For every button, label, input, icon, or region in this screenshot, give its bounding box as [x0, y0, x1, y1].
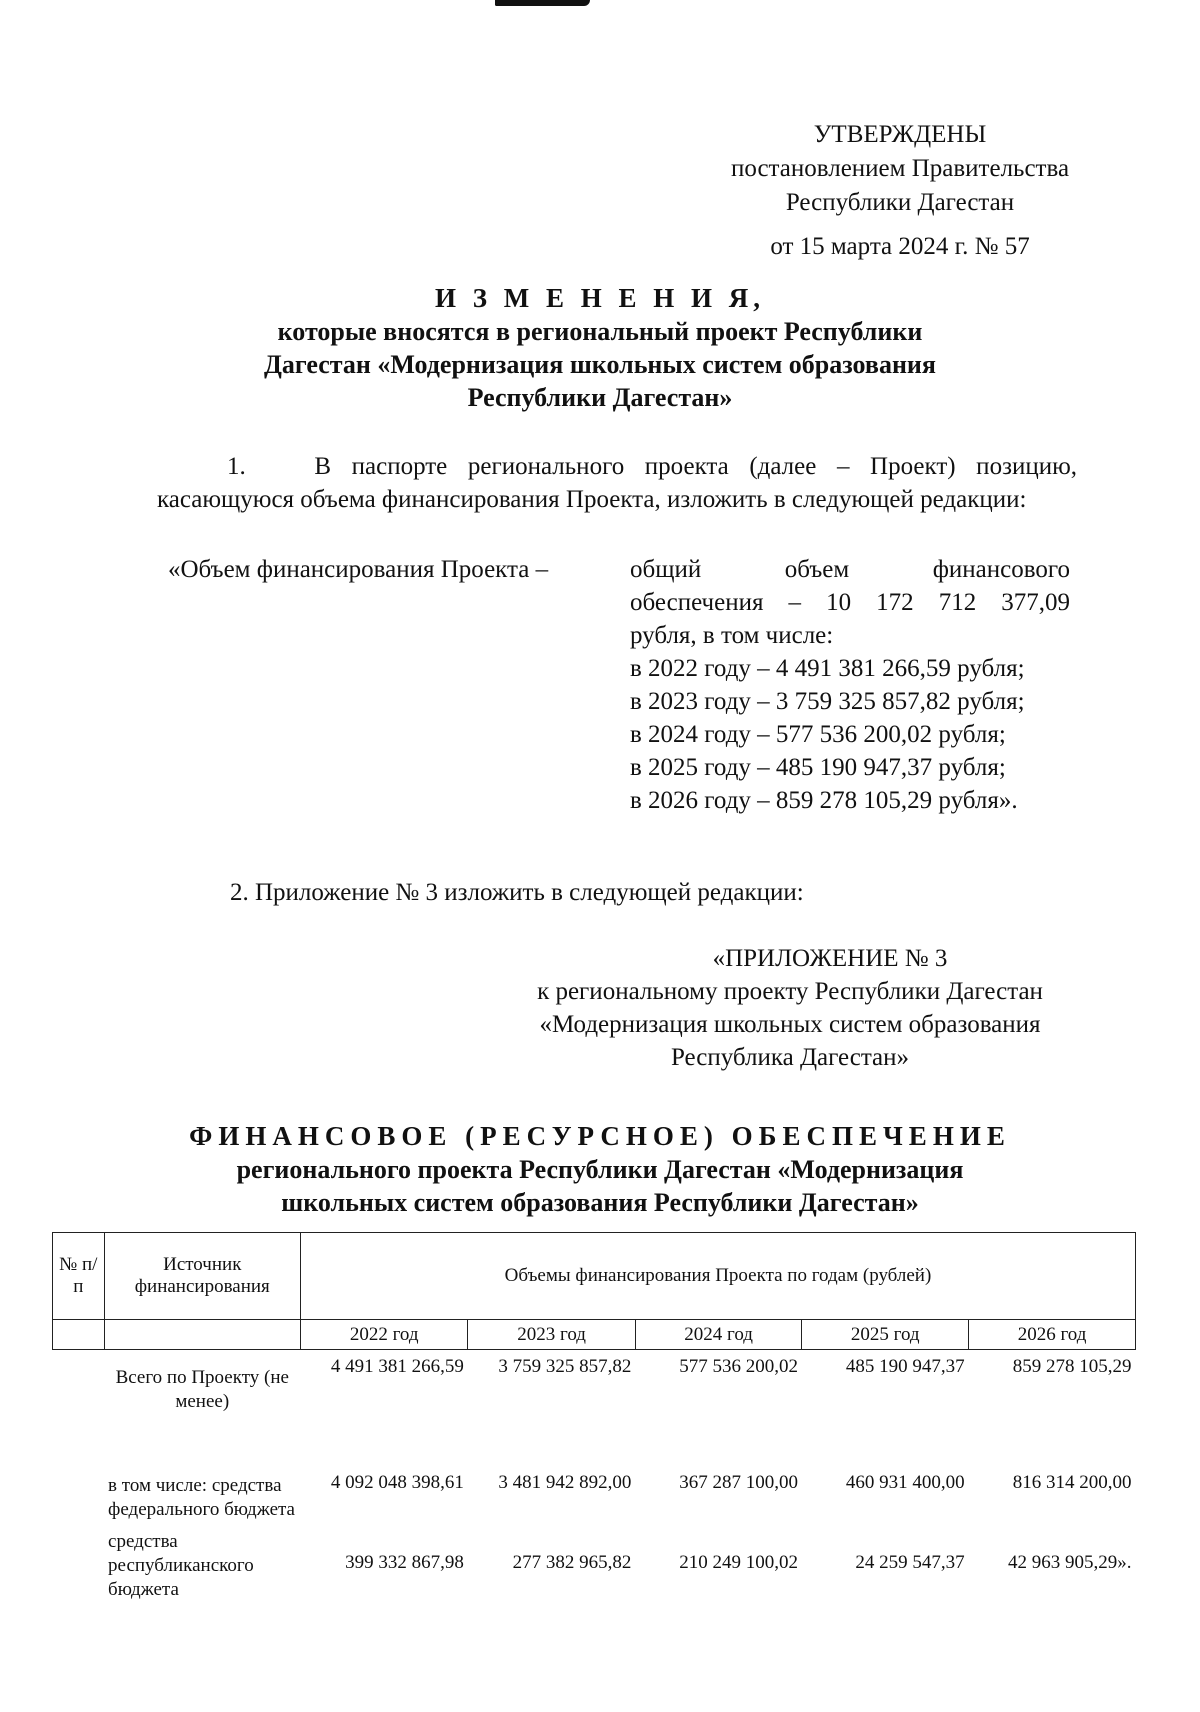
financing-year-2026: в 2026 году – 859 278 105,29 рубля».: [630, 787, 1018, 814]
row-value: 4 092 048 398,61: [330, 1471, 464, 1493]
year-2022: 2022 год: [300, 1320, 467, 1350]
appendix-line-3: «Модернизация школьных систем образования: [539, 1011, 1041, 1038]
title-line-1: которые вносятся в региональный проект Республики: [277, 317, 923, 346]
approval-stamp: [690, 118, 1110, 264]
financing-line-1: общий объем финансового: [630, 556, 1070, 583]
financing-title-main: ФИНАНСОВОЕ (РЕСУРСНОЕ) ОБЕСПЕЧЕНИЕ: [189, 1121, 1011, 1151]
row-num: [53, 1350, 105, 1414]
document-title: [150, 282, 1050, 414]
row-num: [53, 1522, 105, 1602]
table-row: [53, 1350, 1136, 1414]
financing-title: [100, 1120, 1100, 1219]
paragraph-1-text: В паспорте регионального проекта (далее – Проект) позицию, касающуюся объема финансирования Проекта, изложить в следующей редакции:: [157, 453, 1078, 513]
row-value: 4 491 381 266,59: [330, 1356, 464, 1377]
financing-text: [630, 553, 1070, 817]
row-value: 367 287 100,00: [679, 1471, 798, 1493]
row-value: 485 190 947,37: [845, 1356, 965, 1377]
appendix-line-4: Республика Дагестан»: [670, 1044, 910, 1071]
financing-title-line-1: регионального проекта Республики Дагестан «Модернизация: [236, 1155, 964, 1184]
row-value: 3 759 325 857,82: [498, 1356, 632, 1377]
title-line-3: Республики Дагестан»: [467, 383, 733, 412]
financing-line-2: обеспечения – 10 172 712 377,09: [630, 589, 1070, 616]
financing-year-2024: в 2024 году – 577 536 200,02 рубля;: [630, 721, 1006, 748]
table-years-row: [53, 1320, 1136, 1350]
row-value: 577 536 200,02: [679, 1356, 798, 1377]
approval-date: от 15 марта 2024 г. № 57: [770, 233, 1030, 260]
financing-label: «Объем финансирования Проекта –: [168, 556, 549, 583]
row-source: в том числе: средства федерального бюджета: [108, 1474, 295, 1520]
scan-artifact: [495, 0, 590, 6]
paragraph-1: [157, 450, 1077, 516]
paragraph-1-number: 1.: [227, 453, 246, 480]
paragraph-2: 2. Приложение № 3 изложить в следующей редакции:: [230, 879, 804, 906]
row-value: 399 332 867,98: [345, 1551, 464, 1573]
row-source: Всего по Проекту (не менее): [115, 1366, 289, 1412]
row-value: 816 314 200,00: [1012, 1471, 1132, 1493]
table-row: [53, 1414, 1136, 1522]
approval-line-3: Республики Дагестан: [785, 189, 1015, 216]
financing-year-2025: в 2025 году – 485 190 947,37 рубля;: [630, 754, 1006, 781]
financing-line-3: рубля, в том числе:: [630, 622, 834, 649]
year-2026: 2026 год: [969, 1320, 1136, 1350]
row-value: 210 249 100,02: [679, 1551, 798, 1573]
appendix-line-2: к региональному проекту Республики Дагестан: [537, 978, 1043, 1005]
row-num: [53, 1414, 105, 1522]
appendix-header: [490, 942, 1090, 1074]
table-row: [53, 1522, 1136, 1602]
row-value: 3 481 942 892,00: [498, 1471, 632, 1493]
financing-year-2022: в 2022 году – 4 491 381 266,59 рубля;: [630, 655, 1025, 682]
row-source: средства республиканского бюджета: [108, 1530, 254, 1600]
row-value: 42 963 905,29».: [1008, 1551, 1132, 1573]
table-header-row: [53, 1233, 1136, 1320]
years-empty-source: [104, 1320, 300, 1350]
row-value: 277 382 965,82: [512, 1551, 632, 1573]
title-main: И З М Е Н Е Н И Я,: [434, 283, 765, 313]
financing-table: [52, 1232, 1136, 1602]
header-volumes: Объемы финансирования Проекта по годам (рублей): [300, 1233, 1135, 1320]
year-2024: 2024 год: [635, 1320, 802, 1350]
header-source: Источник финансирования: [104, 1233, 300, 1320]
approval-line-2: постановлением Правительства: [730, 155, 1070, 182]
years-empty-num: [53, 1320, 105, 1350]
year-2025: 2025 год: [802, 1320, 969, 1350]
year-2023: 2023 год: [468, 1320, 635, 1350]
header-num: № п/п: [53, 1233, 105, 1320]
financing-title-line-2: школьных систем образования Республики Дагестан»: [281, 1188, 919, 1217]
approval-line-1: УТВЕРЖДЕНЫ: [813, 121, 987, 148]
row-value: 460 931 400,00: [845, 1471, 965, 1493]
appendix-line-1: «ПРИЛОЖЕНИЕ № 3: [712, 945, 948, 972]
title-line-2: Дагестан «Модернизация школьных систем образования: [264, 350, 936, 379]
row-value: 859 278 105,29: [1012, 1356, 1132, 1377]
row-value: 24 259 547,37: [855, 1551, 965, 1573]
financing-year-2023: в 2023 году – 3 759 325 857,82 рубля;: [630, 688, 1025, 715]
